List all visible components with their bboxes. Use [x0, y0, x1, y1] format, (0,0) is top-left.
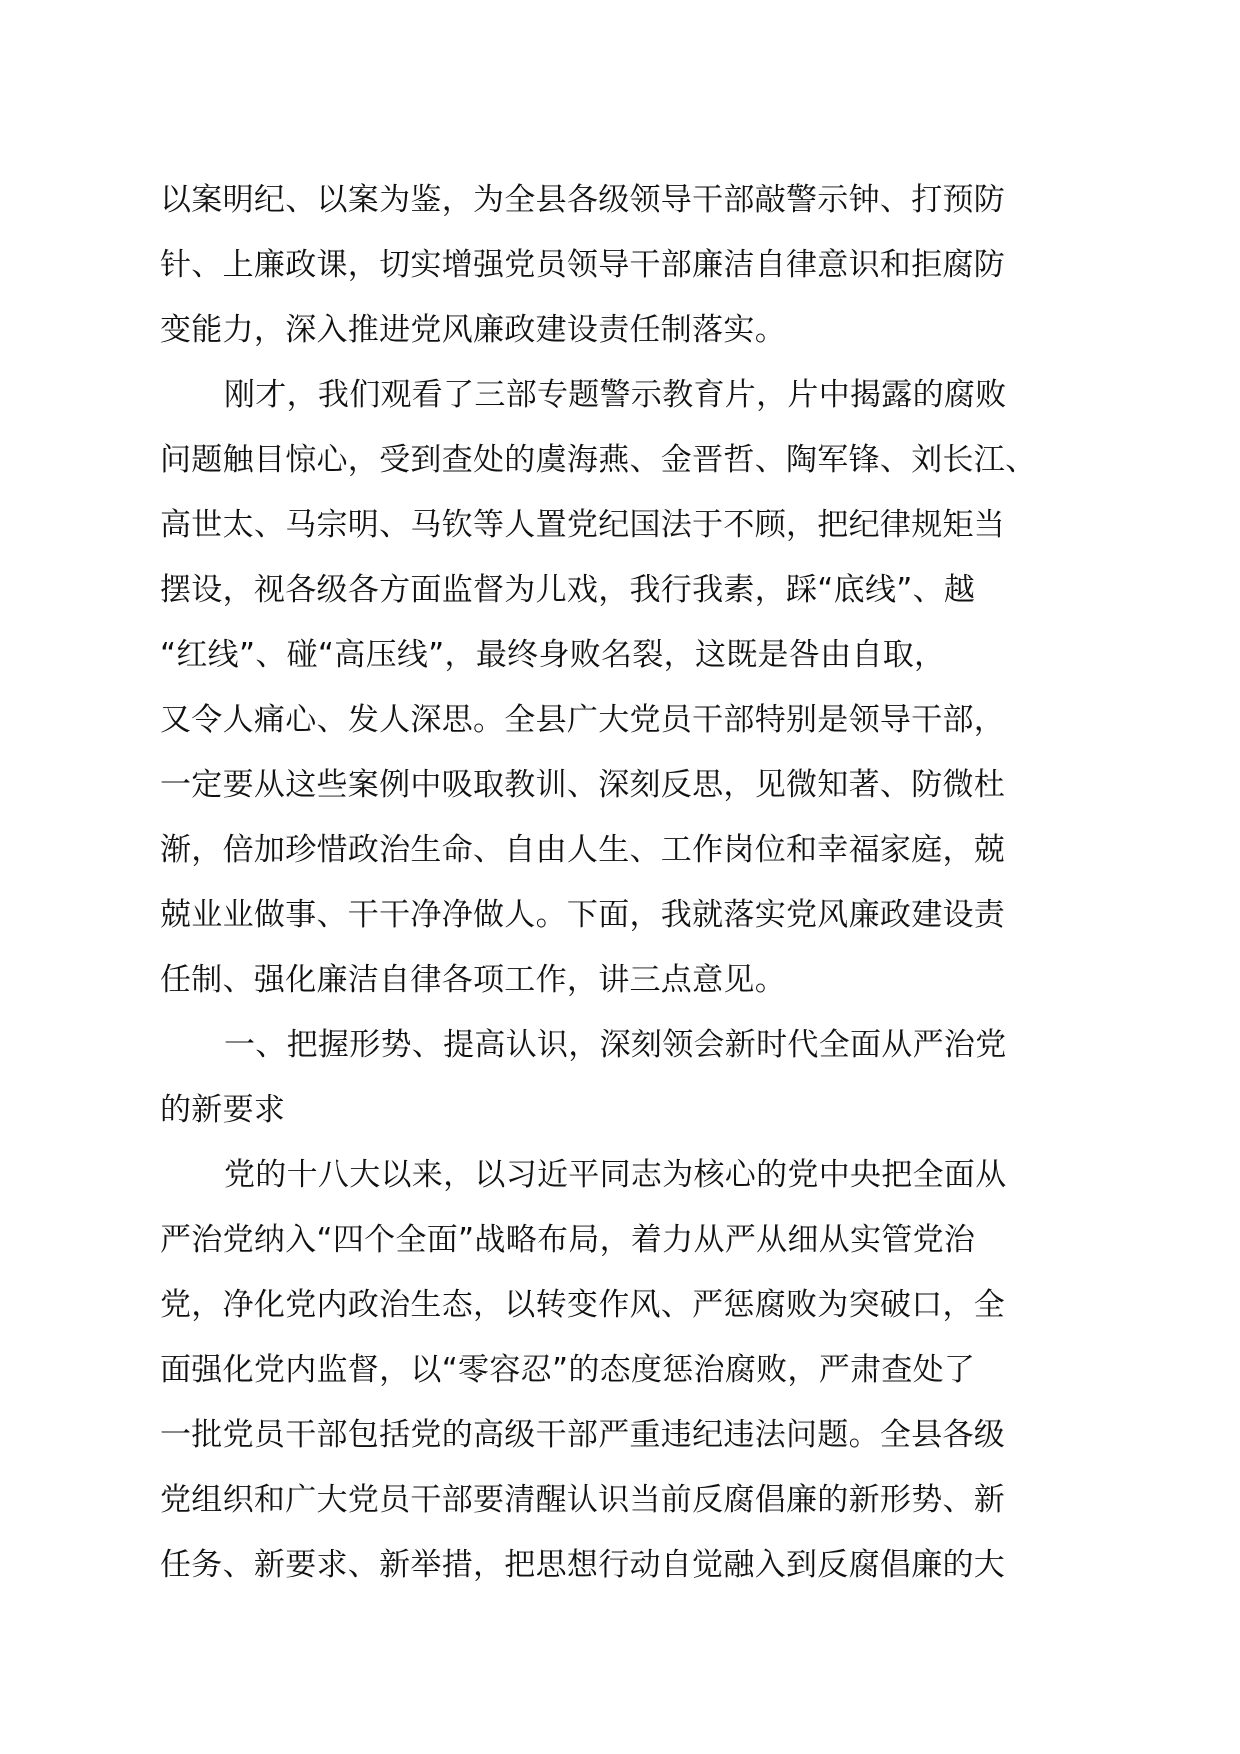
text-line: 一定要从这些案例中吸取教训、深刻反思，见微知著、防微杜 — [160, 767, 1006, 803]
text-line: 的新要求 — [160, 1092, 286, 1128]
text-line: 针、上廉政课，切实增强党员领导干部廉洁自律意识和拒腐防 — [160, 247, 1006, 283]
text-line: 渐，倍加珍惜政治生命、自由人生、工作岗位和幸福家庭，兢 — [160, 832, 1006, 868]
text-line: 兢业业做事、干干净净做人。下面，我就落实党风廉政建设责 — [160, 897, 1006, 933]
text-line: 党组织和广大党员干部要清醒认识当前反腐倡廉的新形势、新 — [160, 1482, 1006, 1518]
text-line: 任制、强化廉洁自律各项工作，讲三点意见。 — [160, 962, 786, 998]
text-line: “红线”、碰“高压线”，最终身败名裂，这既是咎由自取， — [160, 637, 946, 673]
text-line: 又令人痛心、发人深思。全县广大党员干部特别是领导干部， — [160, 702, 1006, 738]
text-line: 党的十八大以来，以习近平同志为核心的党中央把全面从 — [224, 1157, 1007, 1193]
text-line: 摆设，视各级各方面监督为儿戏，我行我素，踩“底线”、越 — [160, 572, 976, 608]
document-body — [160, 168, 1100, 1598]
text-line: 一、把握形势、提高认识，深刻领会新时代全面从严治党 — [224, 1027, 1007, 1063]
text-line: 高世太、马宗明、马钦等人置党纪国法于不顾，把纪律规矩当 — [160, 507, 1006, 543]
text-line: 面强化党内监督，以“零容忍”的态度惩治腐败，严肃查处了 — [160, 1352, 976, 1388]
text-line: 刚才，我们观看了三部专题警示教育片，片中揭露的腐败 — [224, 377, 1007, 413]
text-line: 一批党员干部包括党的高级干部严重违纪违法问题。全县各级 — [160, 1417, 1006, 1453]
text-line: 问题触目惊心，受到查处的虞海燕、金晋哲、陶军锋、刘长江、 — [160, 442, 1037, 478]
text-line: 变能力，深入推进党风廉政建设责任制落实。 — [160, 312, 786, 348]
text-line: 任务、新要求、新举措，把思想行动自觉融入到反腐倡廉的大 — [160, 1547, 1006, 1583]
text-line: 以案明纪、以案为鉴，为全县各级领导干部敲警示钟、打预防 — [160, 182, 1006, 218]
text-line: 党，净化党内政治生态，以转变作风、严惩腐败为突破口，全 — [160, 1287, 1006, 1323]
text-line: 严治党纳入“四个全面”战略布局，着力从严从细从实管党治 — [160, 1222, 976, 1258]
